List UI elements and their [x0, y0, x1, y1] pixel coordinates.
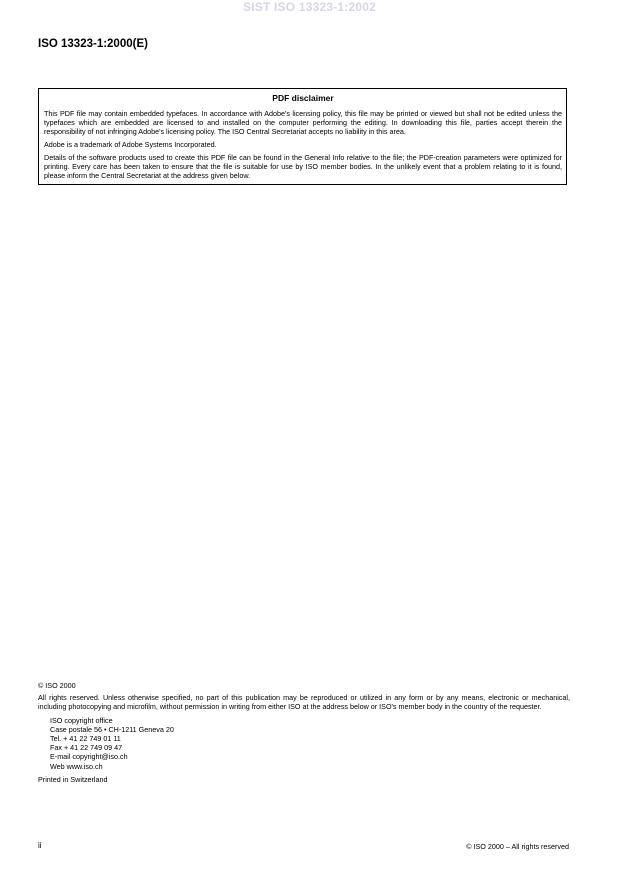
address-line: Fax + 41 22 749 09 47: [50, 743, 123, 753]
disclaimer-title: PDF disclaimer: [272, 93, 334, 103]
copyright-office-address: [50, 716, 570, 771]
address-line: ISO copyright office: [50, 715, 113, 725]
web-line: Web www.iso.ch: [50, 761, 103, 771]
copyright-block: [38, 681, 570, 784]
address-line: Tel. + 41 22 749 01 11: [50, 734, 121, 744]
disclaimer-paragraph: Adobe is a trademark of Adobe Systems Incorporated.: [44, 140, 217, 149]
disclaimer-paragraph: Details of the software products used to create this PDF file can be found in the General Info relative to the file; the PDF-creation parameters were optimized for printing. Every care has been taken to ensure that the file is suitable for use by ISO member bodies. In the unlikely event that a problem relating to it is found, please inform the Central Secretariat at the address given below.: [44, 153, 562, 180]
page-number: ii: [38, 841, 42, 850]
copyright-notice: © ISO 2000: [38, 681, 76, 690]
watermark: SIST ISO 13323-1:2002: [243, 0, 376, 14]
disclaimer-paragraph: This PDF file may contain embedded typefaces. In accordance with Adobe's licensing policy, this file may be printed or viewed but shall not be edited unless the typefaces which are embedded are licensed to and installed on the computer performing the editing. In downloading this file, parties accept therein the responsibility of not infringing Adobe's licensing policy. The ISO Central Secretariat accepts no liability in this area.: [44, 109, 562, 136]
rights-statement: All rights reserved. Unless otherwise specified, no part of this publication may be reproduced or utilized in any form or by any means, electronic or mechanical, including photocopying and microfilm, without permission in writing from either ISO at the address below or ISO's member body in the country of the requester.: [38, 693, 570, 712]
pdf-disclaimer-box: [38, 88, 567, 185]
footer-rights: © ISO 2000 – All rights reserved: [466, 842, 569, 851]
document-id-header: ISO 13323-1:2000(E): [38, 38, 148, 50]
address-line: Case postale 56 • CH-1211 Geneva 20: [50, 724, 174, 734]
email-line: E-mail copyright@iso.ch: [50, 752, 128, 762]
printed-in: Printed in Switzerland: [38, 774, 108, 784]
